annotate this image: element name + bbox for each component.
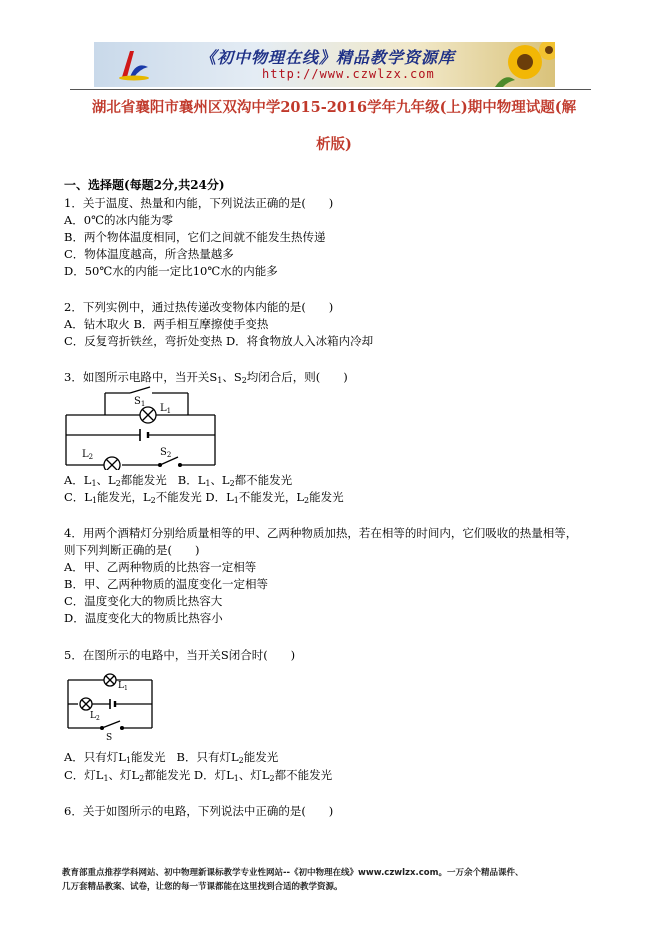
q1-stem: 1．关于温度、热量和内能，下列说法正确的是( ) bbox=[64, 196, 334, 210]
svg-text:S1: $S_1$ bbox=[134, 396, 146, 408]
q5-options-cd: C．灯$L_1$、灯$L_2$都能发光 D．灯$L_1$、灯$L_2$都不能发光 bbox=[64, 768, 333, 783]
q6-stem: 6．关于如图所示的电路，下列说法中正确的是( ) bbox=[64, 804, 334, 818]
q3-options-cd: C．$L_1$能发光，$L_2$不能发光 D．$L_1$不能发光，$L_2$能发光 bbox=[64, 490, 344, 505]
q5-options-ab: A．只有灯$L_1$能发光 B．只有灯$L_2$能发光 bbox=[64, 750, 279, 765]
section-heading: 一、选择题(每题2分,共24分) bbox=[64, 178, 225, 192]
svg-text:L2: $L_2$ bbox=[82, 449, 94, 461]
q1-option-a: A．0℃的冰内能为零 bbox=[64, 213, 173, 227]
sunflower-icon bbox=[485, 42, 555, 87]
q3-stem: 3．如图所示电路中，当开关$S_1$、$S_2$均闭合后，则( ) bbox=[64, 370, 348, 385]
q3-circuit-diagram bbox=[60, 385, 230, 470]
document-title-line1: 湖北省襄阳市襄州区双沟中学2015-2016学年九年级(上)期中物理试题(解 bbox=[91, 99, 577, 116]
svg-text:S: S bbox=[106, 733, 113, 742]
q1-option-d: D．50℃水的内能一定比10℃水的内能多 bbox=[64, 264, 278, 278]
svg-text:L1: $L_1$ bbox=[118, 681, 128, 692]
q2-options-cd: C．反复弯折铁丝，弯折处变热 D．将食物放人入冰箱内冷却 bbox=[64, 334, 374, 348]
q4-option-d: D．温度变化大的物质比热容小 bbox=[64, 611, 223, 625]
svg-text:L2: $L_2$ bbox=[90, 711, 100, 722]
q2-options-ab: A．钻木取火 B．两手相互摩擦使手变热 bbox=[64, 317, 269, 331]
q3-options-ab: A．$L_1$、$L_2$都能发光 B．$L_1$、$L_2$都不能发光 bbox=[64, 473, 293, 488]
q5-circuit-diagram bbox=[60, 672, 160, 742]
svg-text:S2: $S_2$ bbox=[160, 447, 172, 459]
q4-option-a: A．甲、乙两种物质的比热容一定相等 bbox=[64, 560, 257, 574]
q5-stem: 5．在图所示的电路中，当开关S闭合时( ) bbox=[64, 648, 296, 662]
svg-text:L1: $L_1$ bbox=[160, 403, 172, 415]
header-divider bbox=[70, 89, 591, 90]
footer-line1: 教育部重点推荐学科网站、初中物理新课标教学专业性网站--《初中物理在线》www.czwlzx.com。一万余个精品课件、 bbox=[62, 868, 524, 878]
q4-option-c: C．温度变化大的物质比热容大 bbox=[64, 594, 223, 608]
q4-option-b: B．甲、乙两种物质的温度变化一定相等 bbox=[64, 577, 268, 591]
document-title-line2: 析版) bbox=[316, 136, 352, 153]
site-logo-icon bbox=[118, 47, 150, 81]
q4-stem-line1: 4．用两个酒精灯分别给质量相等的甲、乙两种物质加热，若在相等的时间内，它们吸收的热量相等， bbox=[64, 526, 578, 540]
q1-option-b: B．两个物体温度相同，它们之间就不能发生热传递 bbox=[64, 230, 326, 244]
footer-line2: 几万套精品教案、试卷，让您的每一节课都能在这里找到合适的教学资源。 bbox=[62, 882, 343, 892]
q4-stem-line2: 则下列判断正确的是( ) bbox=[64, 543, 200, 557]
banner-title: 《初中物理在线》精品教学资源库 bbox=[200, 48, 456, 67]
q2-stem: 2．下列实例中，通过热传递改变物体内能的是( ) bbox=[64, 300, 334, 314]
header-banner bbox=[94, 42, 555, 87]
banner-url: http://www.czwlzx.com bbox=[262, 67, 435, 81]
q1-option-c: C．物体温度越高，所含热量越多 bbox=[64, 247, 234, 261]
